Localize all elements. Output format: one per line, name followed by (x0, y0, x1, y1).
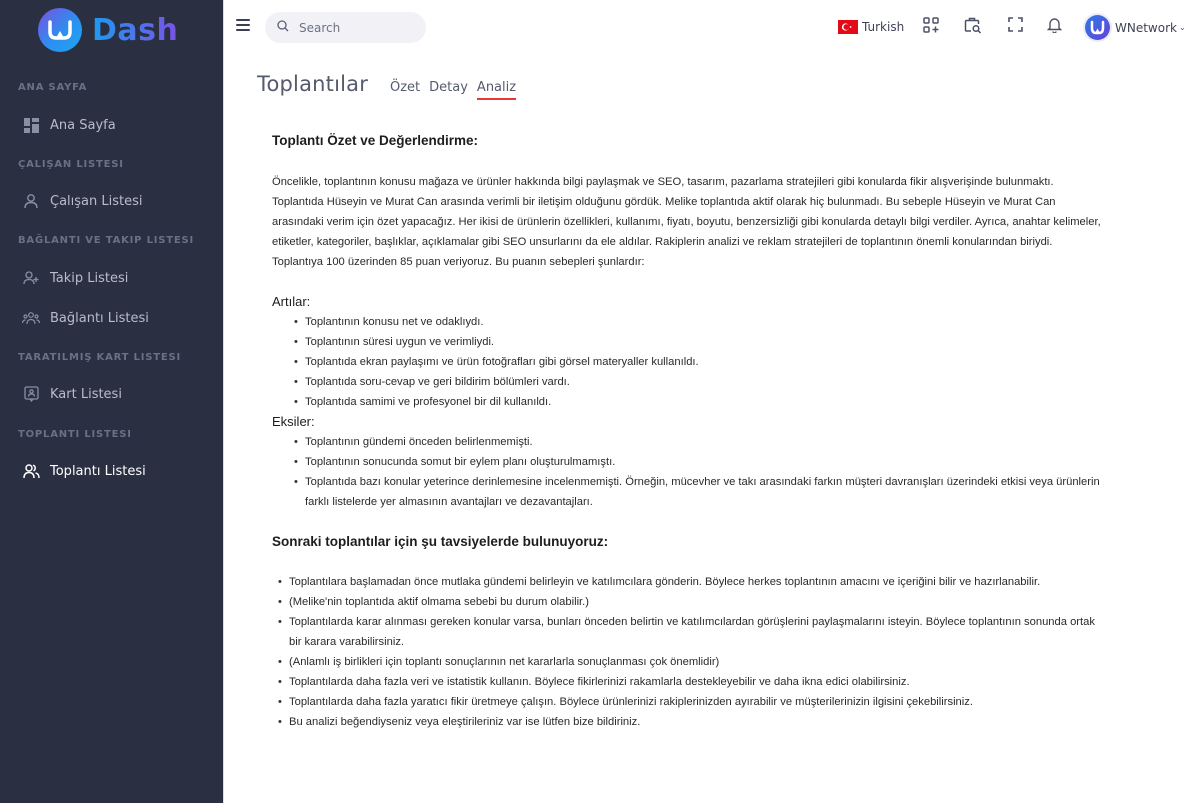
fullscreen-icon (1008, 17, 1023, 37)
search-bar[interactable] (265, 12, 426, 43)
list-item: • Toplantıda bazı konular yeterince derinlemesine incelenmemişti. Örneğin, mücevher ve takı arasındaki farkın müşteri davranışları üzerindeki etkisi veya ürünlerin farklı listelerde yer almasının avantajları ve dezavantajları. (305, 472, 1102, 512)
search-input[interactable] (299, 21, 409, 35)
turkey-flag-icon (838, 20, 858, 34)
page-tabs (390, 80, 525, 100)
chevron-down-icon: ⌄ (1178, 23, 1186, 32)
language-selector[interactable] (838, 20, 904, 34)
nav-section-title: ANA SAYFA (18, 82, 88, 93)
nav-section-title: TOPLANTI LISTESI (18, 429, 132, 440)
sidebar-item-toplanti-listesi[interactable] (22, 459, 146, 483)
briefcase-search-button[interactable] (962, 16, 984, 38)
sidebar (0, 0, 224, 803)
recommendations-heading: Sonraki toplantılar için şu tavsiyelerde bulunuyoruz: (272, 534, 609, 549)
analysis-content (272, 130, 1102, 732)
notifications-button[interactable] (1043, 16, 1065, 38)
sidebar-item-label: Çalışan Listesi (50, 193, 143, 209)
page-title: Toplantılar (257, 72, 369, 96)
sidebar-item-kart-listesi[interactable] (22, 382, 122, 406)
list-item: • Toplantının süresi uygun ve verimliydi. (305, 332, 1102, 352)
list-item: • (Melike'nin toplantıda aktif olmama sebebi bu durum olabilir.) (289, 592, 1102, 612)
brand-logo[interactable] (38, 8, 178, 52)
tab-detay[interactable]: Detay (429, 80, 468, 95)
recommendations-list (272, 572, 1102, 732)
sidebar-item-label: Toplantı Listesi (50, 463, 146, 479)
sidebar-item-label: Kart Listesi (50, 386, 122, 402)
user-name: WNetwork (1115, 20, 1177, 35)
users-group-icon (22, 309, 40, 327)
language-label: Turkish (862, 20, 905, 34)
tab-ozet[interactable]: Özet (390, 80, 421, 95)
user-plus-icon (22, 269, 40, 287)
search-icon (277, 19, 289, 37)
hamburger-icon (236, 19, 250, 21)
sidebar-item-label: Ana Sayfa (50, 117, 116, 133)
list-item: • Toplantıda ekran paylaşımı ve ürün fotoğrafları gibi görsel materyaller kullanıldı. (305, 352, 1102, 372)
logo-icon (38, 8, 82, 52)
briefcase-search-icon (964, 16, 982, 39)
sidebar-item-calisan-listesi[interactable] (22, 189, 143, 213)
list-item: • Bu analizi beğendiyseniz veya eleştirileriniz var ise lütfen bize bildiriniz. (289, 712, 1102, 732)
pros-title: Artılar: (272, 294, 311, 309)
nav-section-title: ÇALIŞAN LISTESI (18, 159, 124, 170)
users-icon (22, 462, 40, 480)
list-item: • Toplantının sonucunda somut bir eylem planı oluşturulmamıştı. (305, 452, 1102, 472)
cons-title: Eksiler: (272, 414, 315, 429)
cons-list (272, 432, 1102, 512)
list-item: • Toplantının konusu net ve odaklıydı. (305, 312, 1102, 332)
sidebar-item-ana-sayfa[interactable] (22, 113, 116, 137)
id-card-icon (22, 385, 40, 403)
apps-add-icon (923, 17, 939, 38)
bell-icon (1047, 17, 1062, 38)
list-item: • Toplantılara başlamadan önce mutlaka gündemi belirleyin ve katılımcılara gönderin. Böylece herkes toplantının amacını ve içeriğini bilir ve hazırlanabilir. (289, 572, 1102, 592)
list-item: • Toplantılarda karar alınması gereken konular varsa, bunları önceden belirtin ve katılımcılardan görüşlerini paylaşmalarını isteyin. Böylece toplantının sonunda ortak bir karara varabilirsiniz. (289, 612, 1102, 652)
sidebar-item-label: Bağlantı Listesi (50, 310, 149, 326)
sidebar-item-label: Takip Listesi (50, 270, 129, 286)
list-item: • Toplantılarda daha fazla veri ve istatistik kullanın. Böylece fikirlerinizi rakamlarla destekleyebilir ve daha ikna edici olabilirsiniz. (289, 672, 1102, 692)
tab-analiz[interactable]: Analiz (477, 80, 516, 100)
nav-section-title: TARATILMIŞ KART LISTESI (18, 352, 182, 363)
menu-toggle-button[interactable] (236, 19, 250, 33)
fullscreen-button[interactable] (1004, 16, 1026, 38)
score-line: Toplantıya 100 üzerinden 85 puan veriyoruz. Bu puanın sebepleri şunlardır: (272, 256, 645, 268)
avatar (1085, 15, 1110, 40)
analysis-intro: Öncelikle, toplantının konusu mağaza ve ürünler hakkında bilgi paylaşmak ve SEO, tasarım, pazarlama stratejileri gibi konularda fikir alışverişinde bulunmaktı. Toplantıda Hüseyin ve Murat Can arasında verimli bir iletişim olduğunu gördük. Melike toplantıda aktif olarak hiç bulunmadı. Bu sebeple Hüseyin ve Murat Can arasındaki verim için özet yapacağız. Her ikisi de ürünlerin özellikleri, kullanımı, fiyatı, boyutu, benzersizliği gibi konularda detaylı bilgi verdiler. Ayrıca, anahtar kelimeler, etiketler, kategoriler, başlıklar, açıklamalar gibi SEO unsurlarını da ele aldılar. Rakiplerin analizi ve reklam stratejileri de toplantının önemli konularından biriydi. (272, 176, 1101, 248)
analysis-heading: Toplantı Özet ve Değerlendirme: (272, 133, 479, 148)
list-item: • Toplantıda samimi ve profesyonel bir dil kullanıldı. (305, 392, 1102, 412)
list-item: • (Anlamlı iş birlikleri için toplantı sonuçlarının net kararlarla sonuçlanması çok önemlidir) (289, 652, 1102, 672)
sidebar-item-baglanti-listesi[interactable] (22, 306, 149, 330)
sidebar-item-takip-listesi[interactable] (22, 266, 128, 290)
dashboard-icon (22, 116, 40, 134)
list-item: • Toplantıda soru-cevap ve geri bildirim bölümleri vardı. (305, 372, 1102, 392)
brand-name: Dash (92, 12, 179, 48)
nav-section-title: BAĞLANTI VE TAKIP LISTESI (18, 235, 195, 246)
list-item: • Toplantılarda daha fazla yaratıcı fikir üretmeye çalışın. Böylece ürünlerinizi rakiplerinizden ayırabilir ve müşterilerinizin ilgisini çekebilirsiniz. (289, 692, 1102, 712)
user-menu[interactable] (1085, 15, 1186, 40)
pros-list (272, 312, 1102, 412)
apps-button[interactable] (920, 16, 942, 38)
list-item: • Toplantının gündemi önceden belirlenmemişti. (305, 432, 1102, 452)
user-icon (22, 192, 40, 210)
